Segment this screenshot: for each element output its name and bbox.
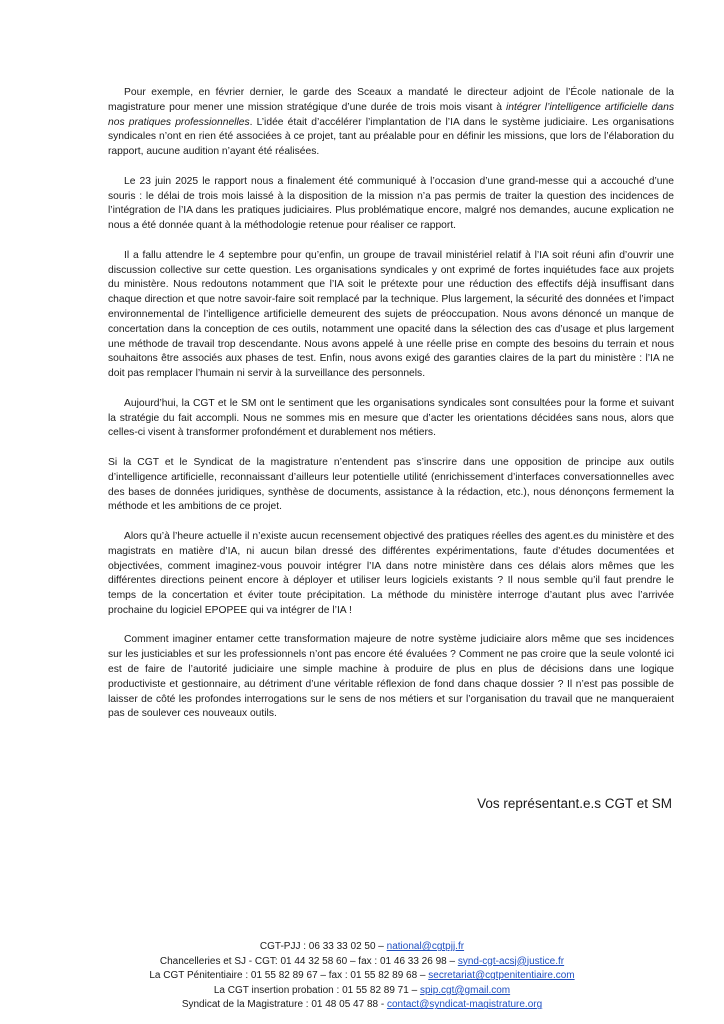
footer-email-link[interactable]: national@cgtpjj.fr (386, 941, 465, 952)
footer-email-link[interactable]: contact@syndicat-magistrature.org (386, 999, 543, 1011)
footer-email-link[interactable]: synd-cgt-acsj@justice.fr (457, 955, 565, 967)
paragraph-mission-text-end: . L’idée était d’accélérer l’implantation de l’IA dans le système judiciaire. Les organisations syndicales n’ont en rien été associées à ce projet, tant au préalable pour en définir les missions, que lors de l’élaboration du rapport, aucune audition n’ayant été réalisées. (108, 116, 674, 158)
footer-contact-text: La CGT Pénitentiaire : 01 55 82 89 67 – fax : 01 55 82 89 68 – (149, 970, 429, 982)
footer-line-cgt-pjj (0, 940, 724, 955)
body-text (108, 86, 674, 737)
footer-email-link[interactable]: spip.cgt@gmail.com (419, 984, 511, 996)
paragraph-consultation: Aujourd’hui, la CGT et le SM ont le sentiment que les organisations syndicales sont consultées pour la forme et suivant la stratégie du fait accompli. Nous ne sommes mis en mesure que d’acter les orientations décidées sans nous, alors que celles-ci visent à transformer profondément et durablement nos métiers. (108, 397, 674, 439)
footer-contacts (0, 940, 724, 1013)
paragraph-transformation: Comment imaginer entamer cette transformation majeure de notre système judiciaire alors même que ses incidences sur les justiciables et sur les professionnels n’ont pas encore été évaluées ? Comment ne pas croire que la seule volonté ici est de faire de l’autorité judiciaire une simple machine à produire de plus en plus de décisions dans une logique productiviste et gestionnaire, au détriment d’une véritable réflexion de fond dans chaque dossier ? Il n’est pas possible de laisser de côté les profondes interrogations sur le sens de nos métiers et sur l’organisation du travail que ne manqueraient pas de soulever ces nouveaux outils. (108, 634, 674, 720)
footer-email-link[interactable]: secretariat@cgtpenitentiaire.com (428, 970, 575, 982)
paragraph-working-group: Il a fallu attendre le 4 septembre pour qu’enfin, un groupe de travail ministériel relatif à l’IA soit réuni afin d’ouvrir une discussion collective sur cette question. Les organisations syndicales y ont exprimé de fortes inquiétudes face aux projets du ministère. Nous redoutons notamment que l’IA soit le prétexte pour une réduction des effectifs déjà insuffisant dans chaque direction et que notre savoir-faire soit remplacé par la technique. Plus largement, la sécurité des données et l’impact environnemental de l’intelligence artificielle demeurent des sujets de préoccupation. Nous avons dénoncé un manque de concertation dans la conception de ces outils, notamment une opacité dans la sélection des cas d’usage et plus largement une méthode de travail trop descendante. Nous avons appelé à une réelle prise en compte des besoins du terrain et nous souhaitons être associés aux phases de test. Enfin, nous avons exigé des garanties claires de la part du ministère : l’IA ne doit pas remplacer l’humain ni servir à la surveillance des personnels. (108, 249, 674, 380)
footer-contact-text: Chancelleries et SJ - CGT: 01 44 32 58 60 – fax : 01 46 33 26 98 – (159, 955, 458, 967)
footer-contact-text: Syndicat de la Magistrature : 01 48 05 47 88 - (181, 999, 387, 1011)
signature: Vos représentant.e.s CGT et SM (477, 796, 672, 811)
paragraph-mission (108, 86, 674, 160)
footer-line-magistrature (0, 998, 724, 1013)
footer-line-insertion-probation (0, 984, 724, 999)
footer-line-chancelleries (0, 955, 724, 970)
paragraph-census: Alors qu’à l’heure actuelle il n’existe aucun recensement objectivé des pratiques réelles des agent.es du ministère et des magistrats en matière d’IA, ni aucun bilan dressé des différentes expérimentations, faute d’études documentées et objectivées, comment imaginez-vous pouvoir intégrer l’IA dans notre ministère dans ces délais alors mêmes que les différentes directions peinent encore à déployer et utiliser leurs logiciels existants ? Il nous semble qu’il faut prendre le temps de la concertation et éviter toute précipitation. La méthode du ministère interroge d’autant plus avec l’arrivée prochaine du logiciel EPOPEE qui va intégrer de l’IA ! (108, 530, 674, 616)
footer-contact-text: CGT-PJJ : 06 33 33 02 50 – (259, 941, 387, 952)
paragraph-position: Si la CGT et le Syndicat de la magistrature n’entendent pas s’inscrire dans une opposition de principe aux outils d’intelligence artificielle, reconnaissant d’ailleurs leur potentielle utilité (enrichissement d’interfaces conversationnelles avec des bases de données juridiques, synthèse de documents, assistance à la rédaction, etc.), nous dénonçons fermement la méthode et les ambitions de ce projet. (108, 456, 674, 513)
paragraph-mission-text: Pour exemple, en février dernier, le garde des Sceaux a mandaté le directeur adjoint de l’École nationale de la magistrature pour mener une mission stratégique d’une durée de trois mois visant à (108, 87, 674, 113)
footer-contact-text: La CGT insertion probation : 01 55 82 89 71 – (213, 984, 420, 996)
paragraph-mission-italic: intégrer l’intelligence artificielle dans nos pratiques professionnelles (108, 101, 674, 128)
paragraph-report: Le 23 juin 2025 le rapport nous a finalement été communiqué à l’occasion d’une grand-messe qui a accouché d’une souris : le délai de trois mois laissé à la disposition de la mission n’a pas permis de traiter la question des incidences de l’intégration de l’IA dans les pratiques judiciaires. Plus problématique encore, malgré nos demandes, aucune explication ne nous a été donnée quant à la méthodologie retenue pour réaliser ce rapport. (108, 175, 674, 232)
footer-line-penitentiaire (0, 969, 724, 984)
